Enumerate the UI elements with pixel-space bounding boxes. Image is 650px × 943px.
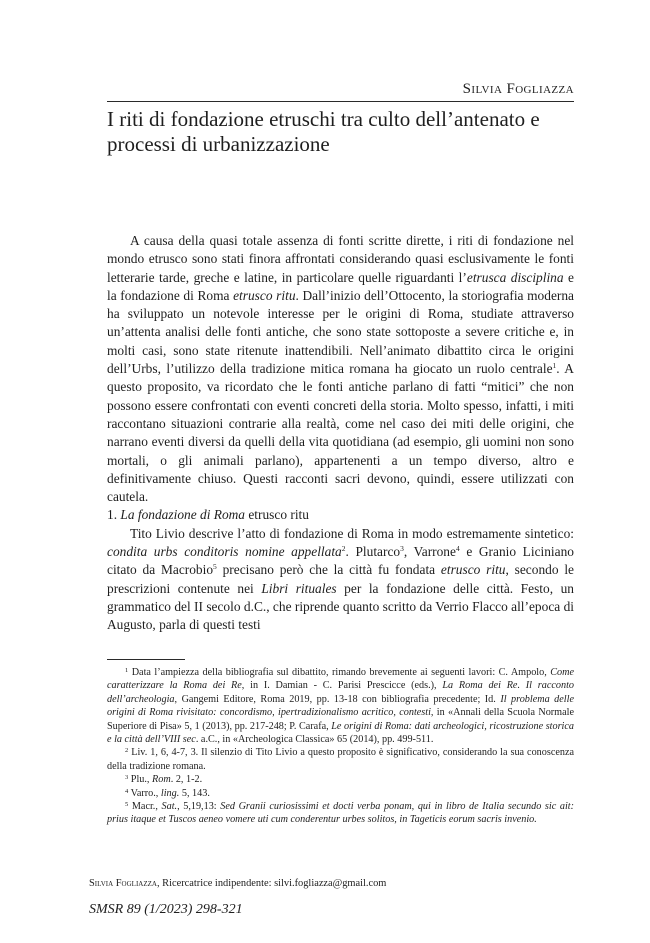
footnote-ref-4: 4 xyxy=(455,544,460,554)
article-body xyxy=(107,232,574,635)
running-head-author: Silvia Fogliazza xyxy=(462,81,574,97)
footnotes xyxy=(107,666,574,827)
intro-paragraph: A causa della quasi totale assenza di fonti scritte dirette, i riti di fondazione nel mondo etrusco sono stati finora affrontati considerando quasi esclusivamente le fonti letterarie tarde, greche e latine, in particolare quelle riguardanti l’etrusca disciplina e la fondazione di Roma etrusco ritu. Dall’inizio dell’Ottocento, la storiografia moderna ha sviluppato un notevole interesse per le origini di Roma, studiate attraverso un’attenta analisi delle fonti antiche, che sono state sottoposte a severe critiche e, in molti casi, sono state ritenute inattendibili. Nell’animato dibattito circa le origini dell’Urbs, l’utilizzo della tradizione mitica romana ha giocato un ruolo centrale$^1$. A questo proposito, va ricordato che le fonti antiche parlano di fatti “mitici” che non possono essere confrontati con eventi concreti della storia. Molto spesso, infatti, i miti raccontano situazioni contrarie alla realtà, come nel caso dei miti delle origini, che narrano eventi diversi da quelli della vita quotidiana (ad esempio, gli uomini non sono mortali, o gli animali parlano), appartenenti a un tempo diverso, altro e definitivamente chiuso. Questi racconti sacri devono, quindi, essere utilizzati con cautela. xyxy=(107,233,574,505)
footnote-2: $^2$ Liv. 1, 6, 4-7, 3. Il silenzio di Tito Livio a questo proposito è significativo, considerando la sua conoscenza della tradizione romana. xyxy=(107,747,574,772)
footnote-ref-5: 5 xyxy=(213,562,217,572)
header-rule xyxy=(107,101,574,102)
footnote-ref-2: 2 xyxy=(341,544,346,554)
footnote-4: $^4$ Varro., ling. 5, 143. xyxy=(125,787,210,799)
footnote-3: $^3$ Plu., Rom. 2, 1-2. xyxy=(125,774,203,786)
footnote-rule xyxy=(107,659,185,660)
section-heading: 1. La fondazione di Roma etrusco ritu xyxy=(107,507,309,523)
footnote-ref-3: 3 xyxy=(400,544,404,554)
footnote-ref-1: 1 xyxy=(552,361,557,371)
author-affiliation: Silvia Fogliazza, Ricercatrice indipendente: silvi.fogliazza@gmail.com xyxy=(89,878,387,889)
footnote-5: $^5$ Macr., Sat., 5,19,13: Sed Granii curiosissimi et docti verba ponam, qui in libro de Italia secundo sic ait: prius itaque et Tuscos aeneo vomere uti cum conderentur urbes solitos, in Tageticis eorum sacris invenio. xyxy=(107,801,575,826)
journal-citation: SMSR 89 (1/2023) 298-321 xyxy=(89,902,243,917)
footnote-1: $^1$ Data l’ampiezza della bibliografia sul dibattito, rimando brevemente ai seguenti lavori: C. Ampolo, Come caratterizzare la Roma dei Re, in I. Damian - C. Parisi Prescicce (eds.), La Roma dei Re. Il racconto dell’archeologia, Gangemi Editore, Roma 2019, pp. 13-18 con bibliografia precedente; Id. Il problema delle origini di Roma rivisitato: concordismo, ipertradizionalismo acritico, contesti, in «Annali della Scuola Normale Superiore di Pisa» 5, 1 (2013), pp. 217-248; P. Carafa, Le origini di Roma: dati archeologici, ricostruzione storica e la città dell’VIII sec. a.C., in «Archeologica Classica» 65 (2014), pp. 499-511. xyxy=(107,667,574,746)
paragraph-2: Tito Livio descrive l’atto di fondazione di Roma in modo estremamente sintetico: condita urbs conditoris nomine appellata$^2$. Plutarco$^3$, Varrone$^4$ e Granio Liciniano citato da Macrobio$^5$ precisano però che la città fu fondata etrusco ritu, secondo le prescrizioni contenute nei Libri rituales per la fondazione delle città. Festo, un grammatico del II secolo d.C., che riprende quanto scritto da Verrio Flacco all’epoca di Augusto, parla di questi testi xyxy=(107,525,574,633)
article-title: I riti di fondazione etruschi tra culto dell’antenato e processi di urbanizzazione xyxy=(107,107,540,156)
